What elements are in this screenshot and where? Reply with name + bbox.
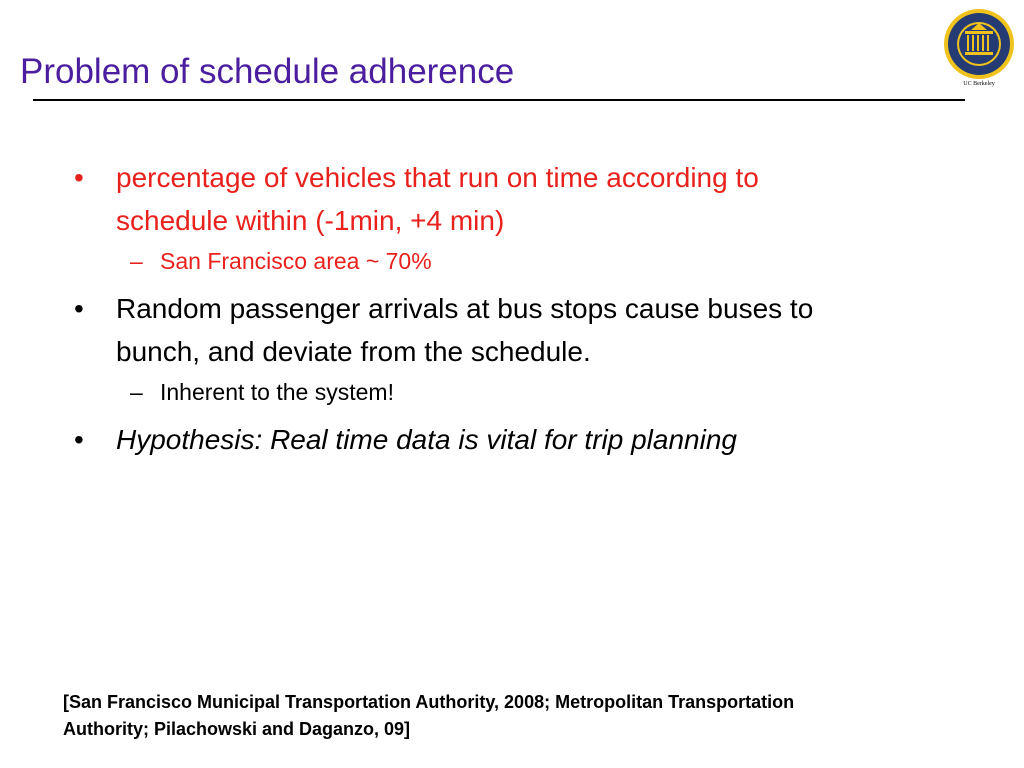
bullet-2-sub-text: Inherent to the system! — [160, 379, 394, 405]
bullet-2-text: Random passenger arrivals at bus stops cause buses to bunch, and deviate from the schedule. — [116, 293, 814, 367]
bullet-3 — [74, 418, 864, 461]
bullet-2-marker: • — [74, 293, 84, 324]
bullet-1 — [74, 156, 864, 242]
bullet-3-text: Hypothesis: Real time data is vital for trip planning — [116, 424, 737, 455]
bullet-1-sub-text: San Francisco area ~ 70% — [160, 248, 432, 274]
bullet-1-sub — [130, 246, 850, 276]
logo-caption: UC Berkeley — [963, 81, 995, 87]
bullet-2-sub — [130, 377, 850, 407]
bullet-1-text: percentage of vehicles that run on time according to schedule within (-1min, +4 min) — [116, 162, 759, 236]
bullet-3-marker: • — [74, 424, 84, 455]
bullet-1-marker: • — [74, 162, 84, 193]
bullet-2 — [74, 287, 864, 373]
citation: [San Francisco Municipal Transportation Authority, 2008; Metropolitan Transportation Authority; Pilachowski and Daganzo, 09] — [63, 692, 795, 739]
title-underline — [33, 99, 965, 101]
bullet-2-sub-marker: – — [130, 379, 143, 405]
slide-title: Problem of schedule adherence — [20, 52, 515, 91]
bullet-1-sub-marker: – — [130, 248, 143, 274]
